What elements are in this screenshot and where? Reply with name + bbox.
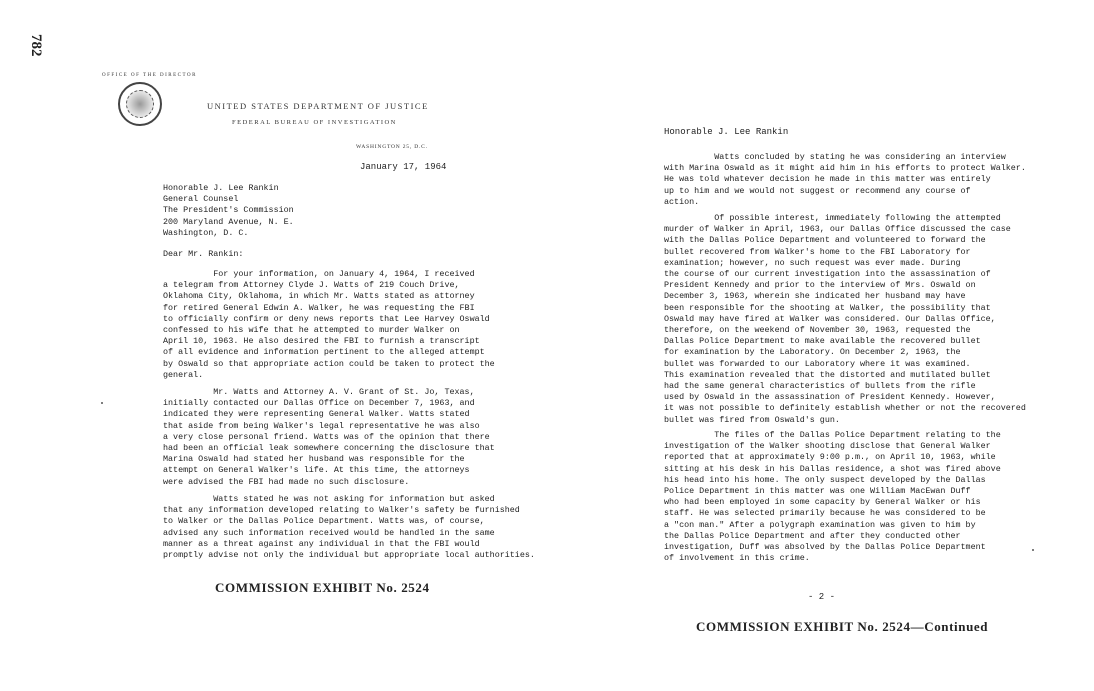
exhibit-caption: COMMISSION EXHIBIT No. 2524: [215, 580, 430, 595]
address-line: 200 Maryland Avenue, N. E.: [163, 216, 294, 227]
text-line: that any information developed relating to Walker's safety be furnished: [163, 505, 520, 516]
address-line: General Counsel: [163, 194, 239, 205]
text-line: it was not possible to definitely establish whether or not the recovered: [664, 403, 1026, 414]
text-line: staff. He was selected primarily because he was considered to be: [664, 508, 986, 519]
text-line: a telegram from Attorney Clyde J. Watts of 219 Couch Drive,: [163, 280, 460, 291]
text-line: Oswald may have fired at Walker was considered. Our Dallas Office,: [664, 313, 996, 324]
text-line: This examination revealed that the distorted and mutilated bullet: [664, 369, 991, 380]
text-line: Oklahoma City, Oklahoma, in which Mr. Watts stated as attorney: [163, 291, 475, 302]
address-line: Washington, D. C.: [163, 227, 249, 238]
continuation-address: Honorable J. Lee Rankin: [664, 127, 789, 137]
page-number: 782: [28, 34, 44, 57]
text-line: confessed to his wife that he attempted to murder Walker on: [163, 325, 460, 336]
text-line: of involvement in this crime.: [664, 553, 810, 564]
text-line: his head into his home. The only suspect developed by the Dallas: [664, 474, 986, 485]
body-paragraph: [163, 269, 495, 381]
text-line: been responsible for the shooting at Walker, the possibility that: [664, 302, 991, 313]
text-line: that aside from being Walker's legal representative he was also: [163, 420, 480, 431]
text-line: to officially confirm or deny news reports that Lee Harvey Oswald: [163, 313, 490, 324]
text-line: Mr. Watts and Attorney A. V. Grant of St. Jo, Texas,: [163, 387, 475, 397]
text-line: used by Oswald in the assassination of President Kennedy. However,: [664, 392, 996, 403]
inside-address: [163, 183, 294, 239]
text-line: had the same general characteristics of bullets from the rifle: [664, 381, 976, 392]
text-line: examination; however, no such request was ever made. During: [664, 257, 961, 268]
address-line: Honorable J. Lee Rankin: [163, 183, 279, 193]
city-line: WASHINGTON 25, D.C.: [356, 144, 428, 150]
text-line: December 3, 1963, wherein she indicated her husband may have: [664, 291, 966, 302]
letter-date: January 17, 1964: [360, 162, 447, 172]
text-line: with the Dallas Police Department and volunteered to forward the: [664, 235, 986, 246]
text-line: general.: [163, 369, 204, 380]
page-marker: - 2 -: [808, 592, 836, 602]
text-line: investigation of the Walker shooting disclose that General Walker: [664, 441, 991, 452]
text-line: advised any such information received would be handled in the same: [163, 527, 495, 538]
text-line: sitting at his desk in his Dallas residence, a shot was fired above: [664, 463, 1001, 474]
text-line: action.: [664, 196, 700, 207]
text-line: The files of the Dallas Police Department relating to the: [664, 430, 1001, 440]
body-paragraph: [664, 213, 1026, 426]
text-line: for examination by the Laboratory. On December 2, 1963, the: [664, 347, 961, 358]
text-line: a "con man." After a polygraph examination was given to him by: [664, 519, 976, 530]
text-line: initially contacted our Dallas Office on December 7, 1963, and: [163, 398, 475, 409]
doj-seal-icon: [118, 82, 162, 126]
text-line: of all evidence and information pertinent to the alleged attempt: [163, 347, 485, 358]
text-line: Police Department in this matter was one William MacEwan Duff: [664, 486, 971, 497]
body-paragraph: [664, 152, 1026, 208]
text-line: the Dallas Police Department and after they conducted other: [664, 530, 961, 541]
salutation: Dear Mr. Rankin:: [163, 249, 244, 259]
text-line: with Marina Oswald as it might aid him in his efforts to protect Walker.: [664, 163, 1026, 174]
text-line: the course of our current investigation into the assassination of: [664, 269, 991, 280]
text-line: attempt on General Walker's life. At this time, the attorneys: [163, 465, 470, 476]
body-paragraph: [163, 387, 495, 488]
bureau-heading: FEDERAL BUREAU OF INVESTIGATION: [232, 119, 397, 126]
text-line: For your information, on January 4, 1964, I received: [163, 269, 475, 279]
address-line: The President's Commission: [163, 205, 294, 216]
text-line: to Walker or the Dallas Police Department. Watts was, of course,: [163, 516, 485, 527]
exhibit-caption-continued: COMMISSION EXHIBIT No. 2524—Continued: [696, 619, 989, 634]
text-line: Dallas Police Department to make available the recovered bullet: [664, 336, 981, 347]
text-line: bullet was fired from Oswald's gun.: [664, 414, 840, 425]
text-line: Of possible interest, immediately following the attempted: [664, 213, 1001, 223]
scan-speck: [1032, 549, 1034, 551]
text-line: bullet was forwarded to our Laboratory where it was examined.: [664, 358, 971, 369]
text-line: He was told whatever decision he made in this matter was entirely: [664, 174, 991, 185]
text-line: promptly advise not only the individual but appropriate local authorities.: [163, 550, 535, 561]
text-line: were advised the FBI had made no such disclosure.: [163, 476, 410, 487]
text-line: therefore, on the weekend of November 30, 1963, requested the: [664, 325, 971, 336]
text-line: reported that at approximately 9:00 p.m., on April 10, 1963, while: [664, 452, 996, 463]
body-paragraph: [664, 430, 1001, 564]
scan-speck: [101, 402, 103, 404]
text-line: Watts stated he was not asking for information but asked: [163, 494, 495, 504]
text-line: investigation, Duff was absolved by the Dallas Police Department: [664, 542, 986, 553]
text-line: Watts concluded by stating he was considering an interview: [664, 152, 1006, 162]
text-line: President Kennedy and prior to the interview of Mrs. Oswald on: [664, 280, 976, 291]
text-line: had been an official leak somewhere concerning the disclosure that: [163, 443, 495, 454]
text-line: Marina Oswald had stated her husband was responsible for the: [163, 454, 465, 465]
text-line: a very close personal friend. Watts was of the opinion that there: [163, 431, 490, 442]
text-line: indicated they were representing General Walker. Watts stated: [163, 409, 470, 420]
text-line: April 10, 1963. He also desired the FBI to furnish a transcript: [163, 336, 480, 347]
text-line: murder of Walker in April, 1963, our Dallas Office discussed the case: [664, 224, 1011, 235]
text-line: manner as a threat against any individual in that the FBI would: [163, 538, 480, 549]
text-line: by Oswald so that appropriate action could be taken to protect the: [163, 358, 495, 369]
text-line: who had been employed in some capacity by General Walker or his: [664, 497, 981, 508]
seal-caption: OFFICE OF THE DIRECTOR: [102, 73, 197, 78]
text-line: bullet recovered from Walker's home to the FBI Laboratory for: [664, 246, 971, 257]
text-line: up to him and we would not suggest or recommend any course of: [664, 185, 971, 196]
body-paragraph: [163, 494, 535, 561]
department-heading: UNITED STATES DEPARTMENT OF JUSTICE: [207, 101, 429, 111]
text-line: for retired General Edwin A. Walker, he was requesting the FBI: [163, 302, 475, 313]
